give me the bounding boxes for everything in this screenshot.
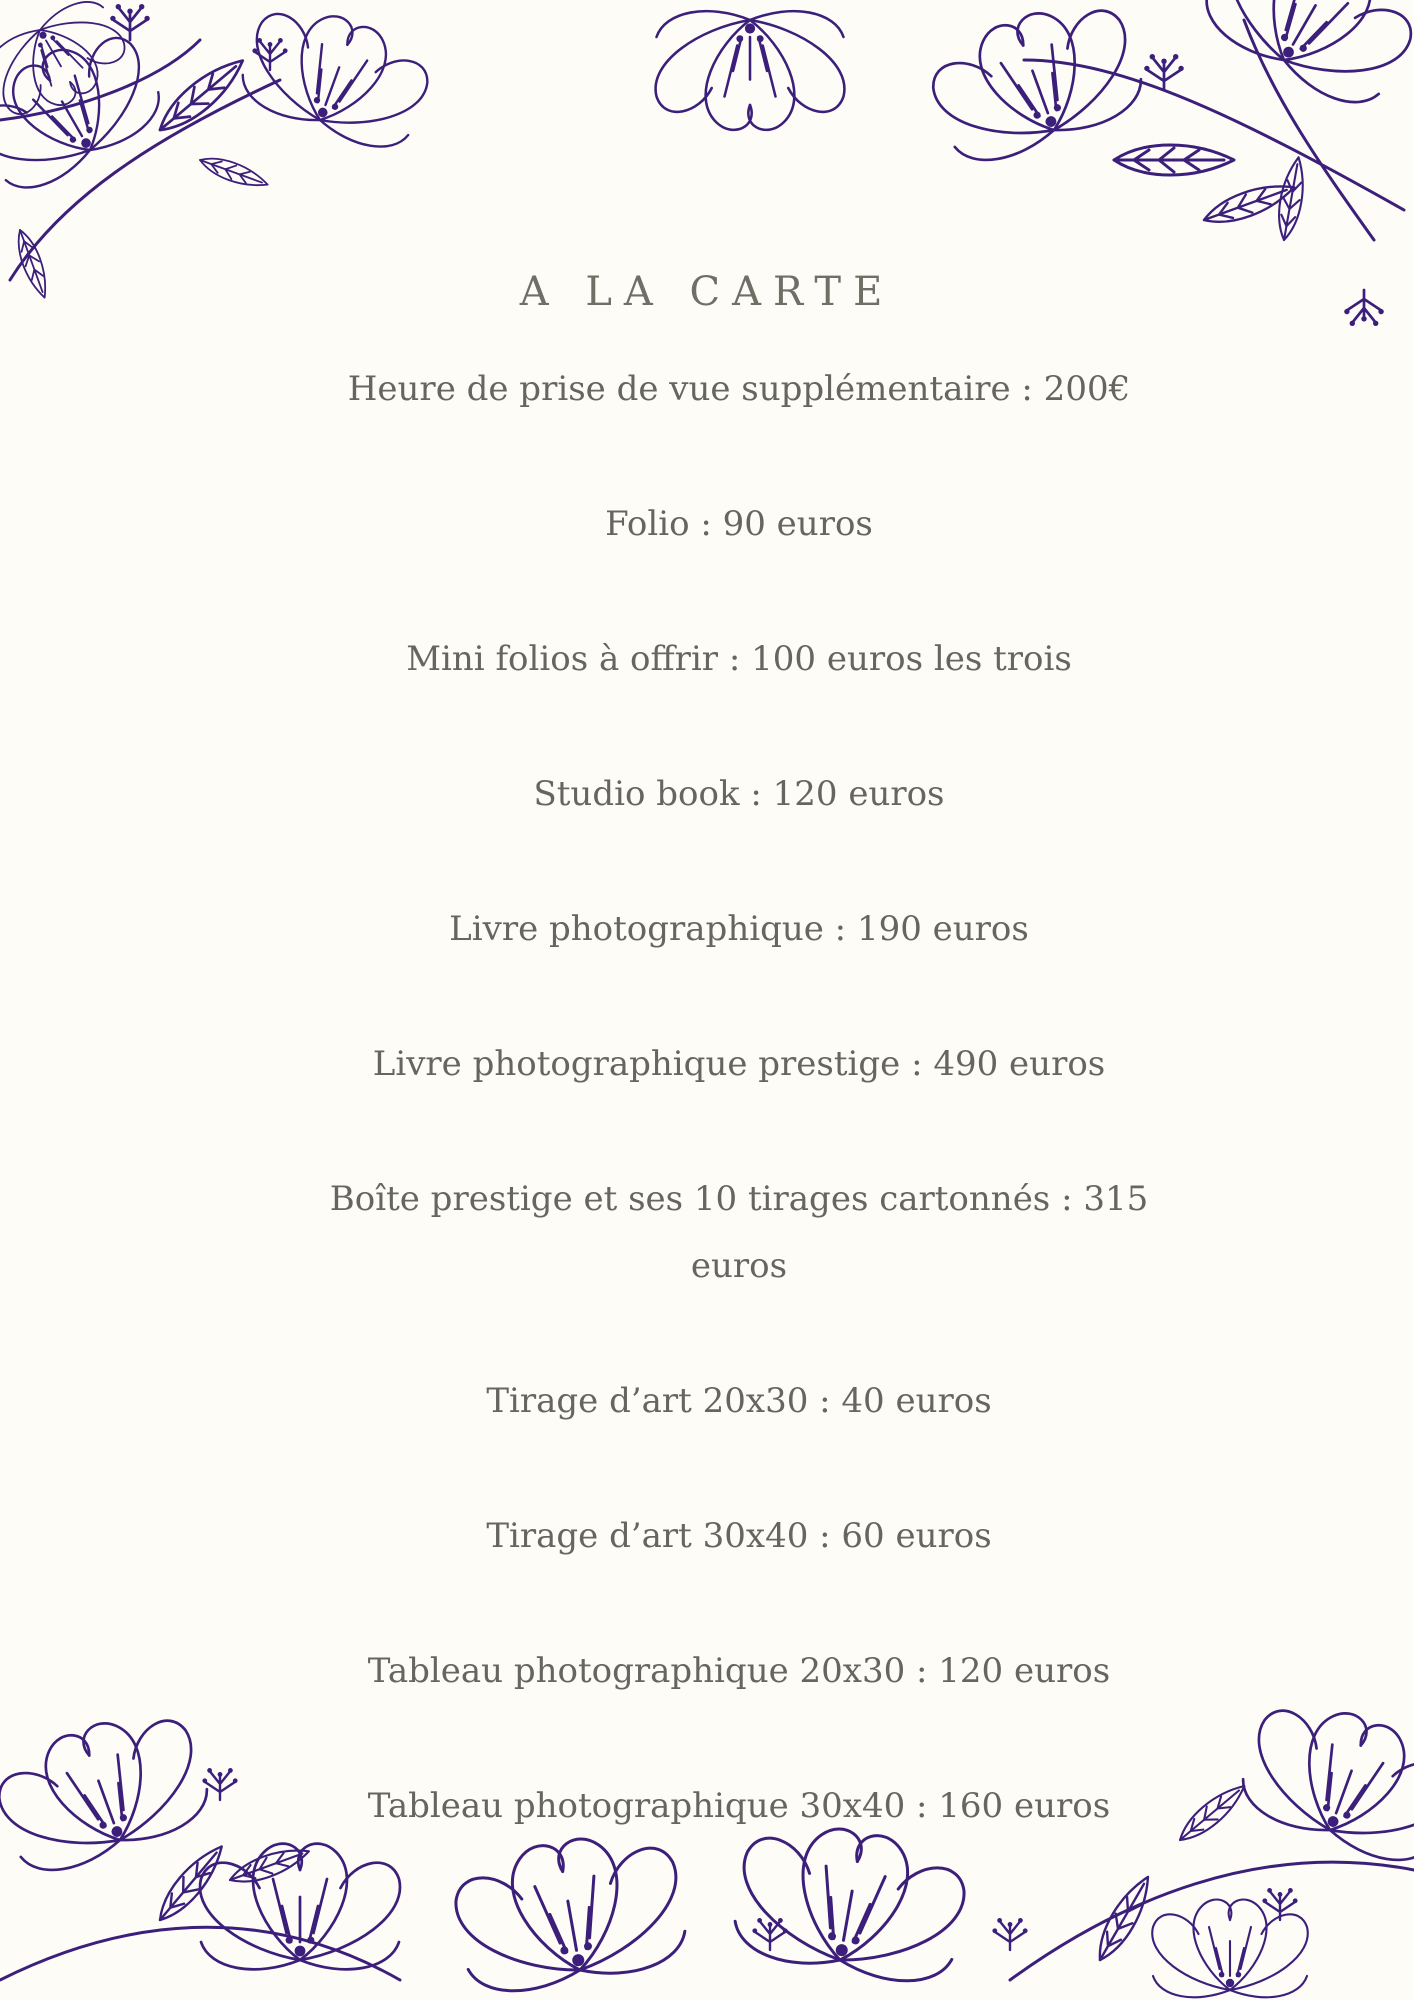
price-list (307, 356, 1171, 1908)
price-item-photo-book: Livre photographique : 190 euros (449, 909, 1029, 949)
price-item-prestige-box: Boîte prestige et ses 10 tirages cartonnés : 315 euros (329, 1179, 1149, 1286)
price-item-photo-book-prestige: Livre photographique prestige : 490 euros (372, 1044, 1106, 1084)
floral-top-left-decoration (0, 0, 400, 300)
price-item-mini-folios: Mini folios à offrir : 100 euros les trois (406, 639, 1072, 679)
floral-bottom-decoration (0, 1720, 1414, 2000)
price-item-extra-hour: Heure de prise de vue supplémentaire : 200€ (347, 369, 1131, 409)
price-item-art-print-20x30: Tirage d’art 20x30 : 40 euros (486, 1381, 992, 1421)
price-item-art-print-30x40: Tirage d’art 30x40 : 60 euros (486, 1516, 992, 1556)
price-item-photo-canvas-20x30: Tableau photographique 20x30 : 120 euros (367, 1651, 1111, 1691)
price-item-folio: Folio : 90 euros (605, 504, 873, 544)
page-title: A LA CARTE (519, 268, 895, 315)
price-item-photo-canvas-30x40: Tableau photographique 30x40 : 160 euros (367, 1786, 1111, 1826)
price-item-studio-book: Studio book : 120 euros (533, 774, 945, 814)
floral-top-center-decoration (640, 0, 860, 160)
